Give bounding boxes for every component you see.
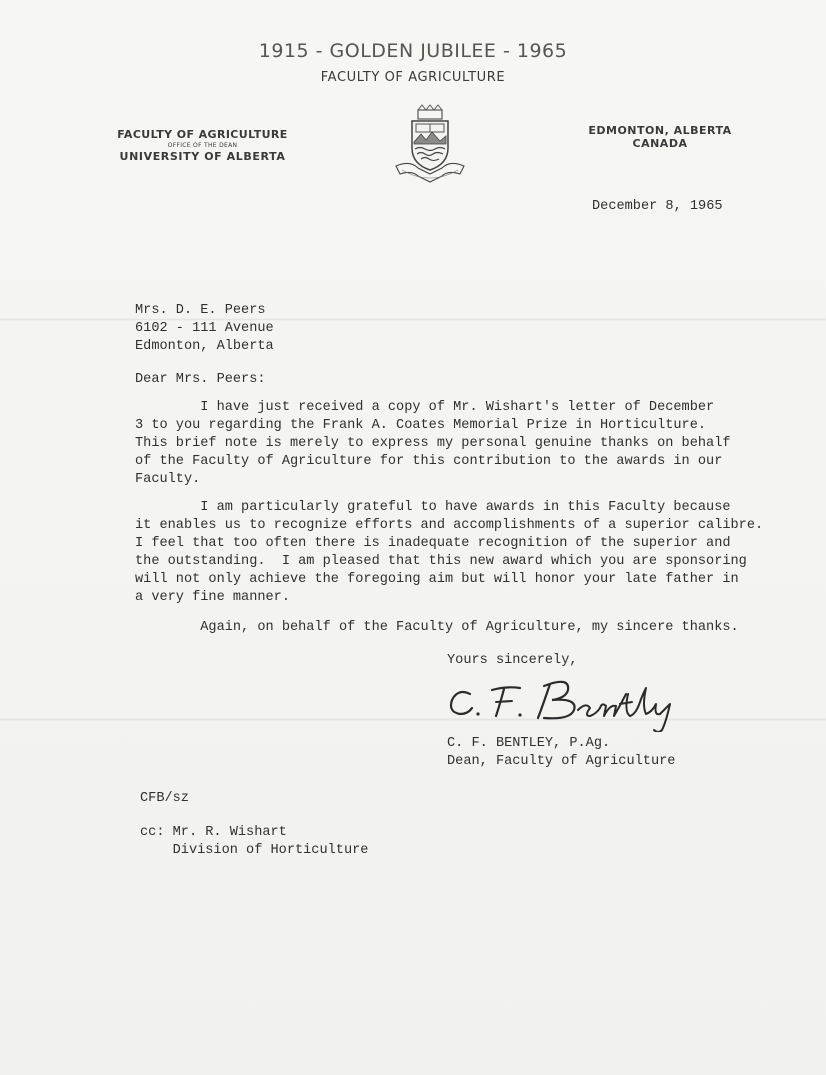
paper-fold [0, 318, 826, 321]
paper-fold [0, 718, 826, 721]
address-line: 6102 - 111 Avenue [135, 321, 274, 336]
cc-block [140, 824, 368, 860]
handwritten-signature [440, 672, 700, 732]
closing: Yours sincerely, [447, 653, 578, 668]
body-paragraph: I am particularly grateful to have awards in this Faculty because it enables us to recognize efforts and accomplishments of a superior calibre. I feel that too often there is inadequate recognition of the superior and the outstanding. I am pleased that this new award which you are sponsoring will not only achieve the foregoing aim but will honor your late father in a very fine manner. [135, 500, 764, 605]
body-paragraph: I have just received a copy of Mr. Wishart's letter of December 3 to you regarding the Frank A. Coates Memorial Prize in Horticulture. This brief note is merely to express my personal genuine thanks on behalf of the Faculty of Agriculture for this contribution to the awards in our Faculty. [135, 400, 731, 487]
cc-division: Division of Horticulture [140, 843, 369, 858]
body-paragraph: Again, on behalf of the Faculty of Agriculture, my sincere thanks. [135, 620, 739, 635]
letterhead-country: CANADA [632, 137, 688, 150]
typist-initials: CFB/sz [140, 791, 189, 806]
signer-block [447, 735, 675, 771]
letterhead-right [575, 124, 745, 150]
address-line: Edmonton, Alberta [135, 339, 274, 354]
letterhead-office: OFFICE OF THE DEAN [167, 142, 238, 149]
letterhead-left [95, 128, 310, 163]
jubilee-heading: 1915 - GOLDEN JUBILEE - 1965 [258, 40, 568, 62]
cc-recipient: cc: Mr. R. Wishart [140, 825, 287, 840]
signer-title: Dean, Faculty of Agriculture [447, 754, 676, 769]
salutation: Dear Mrs. Peers: [135, 372, 266, 387]
signer-name: C. F. BENTLEY, P.Ag. [447, 736, 611, 751]
letterhead-university: UNIVERSITY OF ALBERTA [119, 150, 286, 163]
letterhead-city: EDMONTON, ALBERTA [588, 124, 732, 137]
recipient-address [135, 302, 274, 356]
university-crest-icon [390, 104, 470, 184]
letterhead-faculty: FACULTY OF AGRICULTURE [117, 128, 288, 141]
faculty-banner: FACULTY OF AGRICULTURE [320, 70, 506, 85]
address-line: Mrs. D. E. Peers [135, 303, 266, 318]
letter-date: December 8, 1965 [592, 199, 723, 214]
